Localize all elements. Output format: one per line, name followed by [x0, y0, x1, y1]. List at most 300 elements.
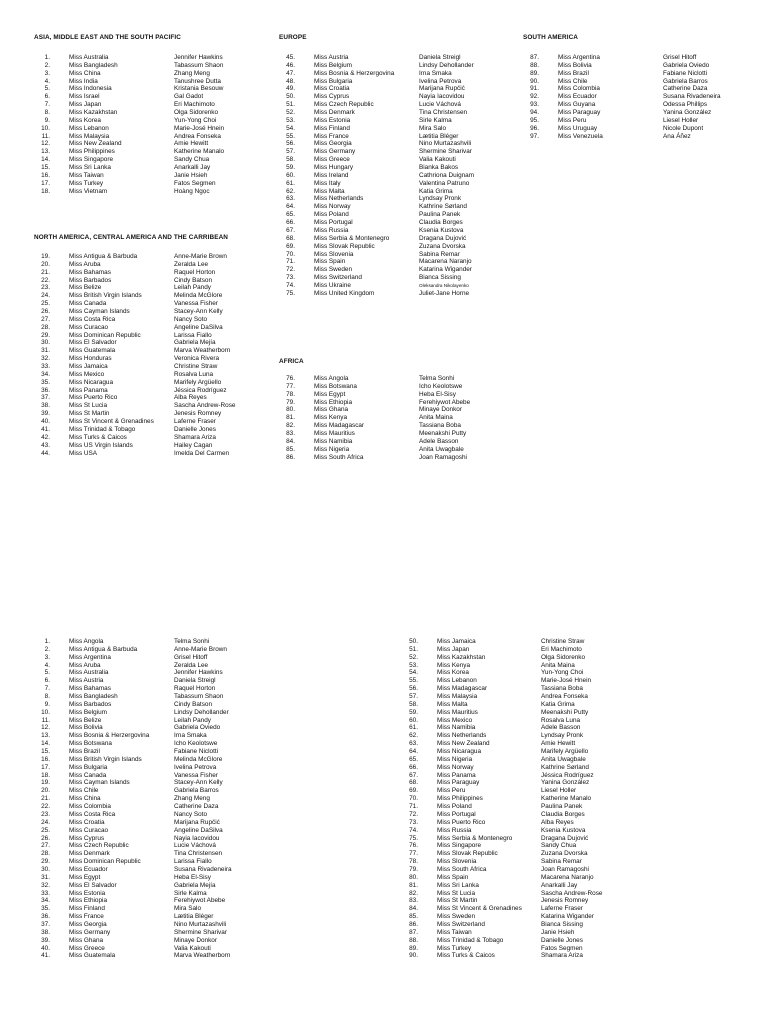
- entry-country: Miss St Martin: [437, 897, 478, 905]
- entry-contestant: Heba El-Sisy: [419, 390, 456, 398]
- entry-number: 89.: [409, 944, 418, 952]
- entry-country: Miss South Africa: [437, 865, 487, 873]
- entry-country: Miss Kenya: [314, 414, 348, 422]
- entry-number: 90.: [409, 952, 418, 960]
- entry-country: Miss Korea: [69, 116, 101, 124]
- entry-country: Miss Kenya: [437, 661, 471, 669]
- entry-contestant: Anne-Marie Brown: [174, 645, 227, 653]
- entry-number: 13.: [41, 148, 50, 156]
- entry-number: 82.: [286, 422, 295, 430]
- entry-contestant: Olga Sidorenko: [174, 109, 219, 117]
- entry-contestant: Hoàng Ngọc: [174, 187, 210, 195]
- entry-contestant: Icho Keolotswe: [174, 740, 218, 748]
- entry-contestant: Lyndsay Pronk: [419, 195, 462, 203]
- entry-number: 41.: [41, 952, 50, 960]
- entry-number: 67.: [409, 771, 418, 779]
- entry-country: Miss Australia: [69, 54, 109, 61]
- entry-number: 95.: [530, 116, 539, 124]
- entry-country: Miss Malta: [314, 187, 345, 195]
- entry-country: Miss Belgium: [314, 61, 352, 69]
- entry-number: 58.: [286, 156, 295, 164]
- entry-number: 50.: [286, 93, 295, 101]
- entry-country: Miss Turkey: [69, 179, 104, 187]
- entry-country: Miss Austria: [69, 677, 104, 685]
- entry-contestant: Lætitia Bléger: [174, 913, 214, 921]
- entry-contestant: Gal Gadot: [174, 93, 204, 101]
- entry-number: 26.: [41, 308, 50, 316]
- entry-contestant: Veronica Rivera: [174, 355, 220, 363]
- entry-country: Miss Estonia: [314, 116, 351, 124]
- entry-country: Miss Panama: [437, 771, 476, 779]
- entry-country: Miss British Virgin Islands: [69, 755, 142, 763]
- entry-contestant: Joan Ramagoshi: [541, 865, 589, 873]
- entry-contestant: Katherine Manalo: [541, 795, 592, 803]
- entry-contestant: Lætitia Bléger: [419, 132, 459, 140]
- entry-country: Miss Taiwan: [69, 171, 104, 179]
- entry-country: Miss US Virgin Islands: [69, 441, 133, 449]
- entry-country: Miss Israel: [69, 93, 100, 101]
- entry-number: 55.: [409, 677, 418, 685]
- entry-country: Miss USA: [69, 449, 98, 457]
- section-heading: EUROPE: [279, 34, 307, 41]
- entry-contestant: Jéssica Rodríguez: [174, 386, 227, 394]
- entry-number: 93.: [530, 101, 539, 109]
- entry-contestant: Zuzana Dvorska: [541, 850, 588, 858]
- entry-country: Miss St Vincent & Grenadines: [69, 418, 154, 426]
- entry-contestant: Zeralda Lee: [174, 661, 209, 669]
- entry-contestant: Kristania Besouw: [174, 85, 224, 93]
- entry-country: Miss Barbados: [69, 700, 112, 708]
- entry-contestant: Laferne Fraser: [174, 418, 216, 426]
- entry-country: Miss Cayman Islands: [69, 779, 130, 787]
- entry-country: Miss Belize: [69, 284, 102, 292]
- entry-country: Miss Cayman Islands: [69, 308, 130, 316]
- entry-country: Miss Denmark: [69, 850, 110, 858]
- entry-contestant: Tina Christensen: [174, 850, 223, 858]
- entry-contestant: Janie Hsieh: [541, 928, 575, 936]
- entry-contestant: Larissa Fiallo: [174, 331, 212, 339]
- entry-contestant: Anita Maina: [419, 414, 453, 422]
- entry-number: 50.: [409, 638, 418, 645]
- entry-contestant: Nancy Soto: [174, 315, 208, 323]
- entry-contestant: Anita Uwagbale: [419, 445, 464, 453]
- entry-contestant: Yanina González: [663, 109, 712, 117]
- entry-country: Miss Serbia & Montenegro: [437, 834, 513, 842]
- entry-number: 57.: [286, 148, 295, 156]
- entry-contestant: Jennifer Hawkins: [174, 669, 223, 677]
- entry-country: Miss Netherlands: [314, 195, 364, 203]
- entry-contestant: Tassiana Boba: [541, 685, 583, 693]
- entry-contestant: Anita Maina: [541, 661, 575, 669]
- entry-number: 62.: [286, 187, 295, 195]
- entry-contestant: Kathrine Sørland: [419, 203, 467, 211]
- entry-number: 80.: [286, 406, 295, 414]
- entry-number: 6.: [44, 677, 50, 685]
- entry-contestant: Tabassum Shaon: [174, 61, 224, 69]
- entry-number: 37.: [41, 920, 50, 928]
- entry-country: Miss Trinidad & Tobago: [69, 425, 136, 433]
- entry-country: Miss Ireland: [314, 171, 349, 179]
- entry-country: Miss Bosnia & Herzergovina: [314, 69, 395, 77]
- entry-country: Miss Czech Republic: [314, 101, 374, 109]
- entry-country: Miss Croatia: [69, 818, 105, 826]
- entry-country: Miss Georgia: [314, 140, 352, 148]
- entry-country: Miss Lebanon: [69, 124, 109, 132]
- entry-country: Miss New Zealand: [69, 140, 122, 148]
- entry-number: 68.: [286, 234, 295, 242]
- entry-contestant: Irna Smaka: [419, 69, 452, 77]
- entry-contestant: Nancy Soto: [174, 810, 208, 818]
- entry-country: Miss Japan: [437, 645, 470, 653]
- entry-contestant: Catherine Daza: [663, 85, 708, 93]
- entry-number: 77.: [409, 850, 418, 858]
- entry-country: Miss Nigeria: [437, 755, 473, 763]
- entry-country: Miss Malaysia: [437, 693, 478, 701]
- entry-country: Miss Cyprus: [69, 834, 105, 842]
- entry-country: Miss Egypt: [69, 873, 101, 881]
- entry-country: Miss Namibia: [437, 724, 476, 732]
- entry-country: Miss Madagascar: [314, 422, 365, 430]
- entry-country: Miss Madagascar: [437, 685, 488, 693]
- entry-country: Miss Spain: [437, 873, 469, 881]
- entry-contestant: Macarena Naranjo: [419, 258, 472, 266]
- entry-number: 52.: [409, 653, 418, 661]
- entry-number: 33.: [41, 363, 50, 371]
- entry-number: 17.: [41, 179, 50, 187]
- entry-number: 36.: [41, 913, 50, 921]
- entry-country: Miss Antigua & Barbuda: [69, 645, 138, 653]
- entry-number: 2.: [44, 61, 50, 69]
- entry-contestant: Jéssica Rodríguez: [541, 771, 594, 779]
- entry-number: 14.: [41, 740, 50, 748]
- entry-contestant: Marijana Rupčić: [419, 85, 465, 93]
- entry-number: 13.: [41, 732, 50, 740]
- entry-country: Miss Dominican Republic: [69, 331, 141, 339]
- entry-contestant: Sascha Andrew-Rose: [541, 889, 603, 897]
- entry-contestant: Anne-Marie Brown: [174, 253, 227, 260]
- entry-contestant: Sirle Kalma: [174, 889, 207, 897]
- entry-contestant: Cathriona Duignam: [419, 171, 475, 179]
- entry-contestant: Shermine Sharivar: [174, 928, 227, 936]
- entry-contestant: Marifely Argüello: [174, 378, 222, 386]
- entry-number: 15.: [41, 164, 50, 172]
- entry-country: Miss Panama: [69, 386, 108, 394]
- entry-number: 88.: [409, 936, 418, 944]
- entry-contestant: Ferehiywot Abebe: [174, 897, 226, 905]
- entry-number: 72.: [409, 810, 418, 818]
- entry-number: 48.: [286, 77, 295, 85]
- entry-country: Miss Mauritius: [314, 430, 355, 438]
- entry-number: 47.: [286, 69, 295, 77]
- entry-contestant: Adele Basson: [541, 724, 581, 732]
- entry-number: 87.: [530, 54, 539, 61]
- entry-country: Miss Norway: [437, 763, 474, 771]
- entry-number: 43.: [41, 441, 50, 449]
- entry-country: Miss France: [314, 132, 349, 140]
- entry-country: Miss Botswana: [69, 740, 112, 748]
- entry-contestant: Gabriela Mejía: [174, 339, 216, 347]
- entry-number: 85.: [286, 445, 295, 453]
- entry-number: 33.: [41, 889, 50, 897]
- entry-contestant: Ana Áñez: [663, 132, 691, 140]
- entry-contestant: Dragana Dujović: [419, 234, 467, 242]
- entry-contestant: Yanina González: [541, 779, 590, 787]
- entry-contestant: Odessa Phillips: [663, 101, 708, 109]
- entry-contestant: Oleksandra Nikolayenko: [419, 282, 469, 288]
- entry-contestant: Claudia Borges: [419, 219, 463, 227]
- entry-number: 54.: [409, 669, 418, 677]
- entry-number: 75.: [286, 289, 295, 297]
- entry-number: 38.: [41, 928, 50, 936]
- entry-country: Miss Spain: [314, 258, 346, 266]
- entry-contestant: Katarina Wigander: [419, 266, 472, 274]
- entry-contestant: Catherine Daza: [174, 803, 219, 811]
- entry-country: Miss Russia: [437, 826, 472, 834]
- entry-contestant: Fabiane Niclotti: [174, 748, 219, 756]
- entry-contestant: Christine Straw: [541, 638, 585, 645]
- entry-number: 1.: [44, 638, 50, 645]
- entry-number: 54.: [286, 124, 295, 132]
- entry-number: 76.: [286, 375, 295, 382]
- entry-contestant: Fatos Segmen: [174, 179, 216, 187]
- entry-country: Miss Nicaragua: [69, 378, 114, 386]
- entry-number: 84.: [409, 905, 418, 913]
- entry-number: 56.: [286, 140, 295, 148]
- entry-contestant: Adele Basson: [419, 437, 459, 445]
- entry-country: Miss Kazakhstan: [69, 109, 118, 117]
- entry-contestant: Valentina Patruno: [419, 179, 470, 187]
- entry-number: 60.: [409, 716, 418, 724]
- entry-country: Miss Antigua & Barbuda: [69, 253, 138, 260]
- entry-country: Miss El Salvador: [69, 881, 117, 889]
- entry-number: 5.: [44, 85, 50, 93]
- entry-number: 25.: [41, 300, 50, 308]
- entry-country: Miss Ghana: [314, 406, 349, 414]
- entry-number: 5.: [44, 669, 50, 677]
- entry-number: 97.: [530, 132, 539, 140]
- entry-number: 67.: [286, 226, 295, 234]
- section-heading: NORTH AMERICA, CENTRAL AMERICA AND THE CARRIBEAN: [34, 234, 229, 241]
- entry-country: Miss Costa Rica: [69, 810, 116, 818]
- entry-country: Miss Netherlands: [437, 732, 487, 740]
- entry-contestant: Stacey-Ann Kelly: [174, 308, 223, 316]
- entry-contestant: Daniela Streigl: [174, 677, 216, 685]
- entry-contestant: Alba Reyes: [174, 394, 207, 402]
- entry-contestant: Cindy Batson: [174, 700, 213, 708]
- entry-contestant: Shermine Sharivar: [419, 148, 472, 156]
- entry-number: 6.: [44, 93, 50, 101]
- entry-contestant: Marijana Rupčić: [174, 818, 220, 826]
- entry-country: Miss Slovenia: [437, 858, 477, 866]
- entry-country: Miss Curacao: [69, 323, 109, 331]
- entry-number: 18.: [41, 187, 50, 195]
- entry-number: 76.: [409, 842, 418, 850]
- entry-country: Miss Bangladesh: [69, 693, 118, 701]
- entry-country: Miss Turkey: [437, 944, 472, 952]
- entry-country: Miss Poland: [437, 803, 472, 811]
- entry-number: 81.: [286, 414, 295, 422]
- entry-number: 44.: [41, 449, 50, 457]
- entry-country: Miss Portugal: [314, 219, 353, 227]
- entry-number: 2.: [44, 645, 50, 653]
- entry-number: 9.: [44, 116, 50, 124]
- entry-number: 22.: [41, 803, 50, 811]
- entry-number: 60.: [286, 171, 295, 179]
- entry-number: 45.: [286, 54, 295, 61]
- entry-number: 12.: [41, 140, 50, 148]
- entry-country: Miss Canada: [69, 771, 107, 779]
- entry-country: Miss Ghana: [69, 936, 104, 944]
- entry-country: Miss Belize: [69, 716, 102, 724]
- entry-number: 30.: [41, 339, 50, 347]
- entry-contestant: Angeline DaSilva: [174, 323, 223, 331]
- entry-contestant: Liesel Holler: [663, 116, 699, 124]
- entry-number: 25.: [41, 826, 50, 834]
- entry-contestant: Yun-Yong Choi: [541, 669, 584, 677]
- entry-country: Miss Indonesia: [69, 85, 112, 93]
- entry-contestant: Raquel Horton: [174, 268, 216, 276]
- entry-country: Miss Paraguay: [558, 109, 601, 117]
- entry-number: 83.: [409, 897, 418, 905]
- entry-country: Miss Mauritius: [437, 708, 478, 716]
- entry-country: Miss Taiwan: [437, 928, 472, 936]
- entry-number: 24.: [41, 818, 50, 826]
- entry-number: 88.: [530, 61, 539, 69]
- entry-country: Miss Switzerland: [314, 274, 362, 282]
- entry-number: 94.: [530, 109, 539, 117]
- entry-country: Miss Ethiopia: [314, 398, 353, 406]
- entry-country: Miss Guyana: [558, 101, 596, 109]
- entry-number: 61.: [286, 179, 295, 187]
- entry-contestant: Gabriela Barros: [174, 787, 219, 795]
- entry-country: Miss Jamaica: [69, 363, 108, 371]
- section-heading: ASIA, MIDDLE EAST AND THE SOUTH PACIFIC: [34, 34, 181, 41]
- entry-number: 59.: [286, 164, 295, 172]
- entry-number: 77.: [286, 382, 295, 390]
- entry-country: Miss Finland: [314, 124, 350, 132]
- entry-number: 4.: [44, 77, 50, 85]
- entry-contestant: Ivelina Petrova: [419, 77, 462, 85]
- entry-country: Miss Canada: [69, 300, 107, 308]
- entry-contestant: Anarkalli Jay: [541, 881, 578, 889]
- entry-country: Miss Switzerland: [437, 920, 485, 928]
- entry-contestant: Shamara Ariza: [541, 952, 583, 960]
- entry-number: 79.: [409, 865, 418, 873]
- entry-number: 40.: [41, 418, 50, 426]
- entry-contestant: Meenakshi Putty: [419, 430, 467, 438]
- entry-number: 11.: [41, 716, 50, 724]
- entry-contestant: Andrea Fonseka: [541, 693, 588, 701]
- entry-contestant: Jenesis Romney: [541, 897, 589, 905]
- entry-country: Miss Malta: [437, 700, 468, 708]
- entry-number: 22.: [41, 276, 50, 284]
- entry-number: 16.: [41, 171, 50, 179]
- entry-contestant: Leilah Pandy: [174, 284, 211, 292]
- entry-number: 63.: [409, 740, 418, 748]
- entry-country: Miss El Salvador: [69, 339, 117, 347]
- entry-number: 11.: [41, 132, 50, 140]
- entry-contestant: Eri Machimoto: [174, 101, 215, 109]
- entry-country: Miss Bulgaria: [69, 763, 108, 771]
- entry-contestant: Ksenia Kustova: [541, 826, 586, 834]
- entry-country: Miss Turks & Caicos: [437, 952, 495, 960]
- entry-contestant: Susana Rivadeneira: [174, 865, 232, 873]
- entry-number: 9.: [44, 700, 50, 708]
- entry-contestant: Melinda McGlore: [174, 292, 223, 300]
- entry-contestant: Telma Sonhi: [174, 638, 210, 645]
- entry-contestant: Daniela Streigl: [419, 54, 461, 61]
- entry-number: 81.: [409, 881, 418, 889]
- entry-contestant: Grisel Hitoff: [663, 54, 697, 61]
- entry-contestant: Hailey Cagan: [174, 441, 213, 449]
- entry-number: 69.: [409, 787, 418, 795]
- entry-number: 21.: [41, 268, 50, 276]
- entry-country: Miss Brazil: [558, 69, 589, 77]
- entry-contestant: Sandy Chua: [174, 156, 210, 164]
- entry-contestant: Alba Reyes: [541, 818, 574, 826]
- entry-country: Miss Argentina: [558, 54, 600, 61]
- entry-contestant: Marva Weatherborn: [174, 347, 231, 355]
- entry-country: Miss Namibia: [314, 437, 353, 445]
- entry-country: Miss Turks & Caicos: [69, 433, 127, 441]
- entry-country: Miss Puerto Rico: [437, 818, 486, 826]
- entry-number: 35.: [41, 378, 50, 386]
- entry-country: Miss China: [69, 69, 101, 77]
- entry-country: Miss Aruba: [69, 661, 101, 669]
- entry-number: 42.: [41, 433, 50, 441]
- entry-number: 7.: [44, 101, 50, 109]
- entry-number: 66.: [286, 219, 295, 227]
- entry-country: Miss Costa Rica: [69, 315, 116, 323]
- entry-number: 63.: [286, 195, 295, 203]
- entry-country: Miss Ethiopia: [69, 897, 108, 905]
- entry-number: 72.: [286, 266, 295, 274]
- entry-contestant: Imelda Del Carmen: [174, 449, 230, 457]
- entry-country: Miss Colombia: [69, 803, 111, 811]
- entry-country: Miss India: [69, 77, 98, 85]
- entry-contestant: Leilah Pandy: [174, 716, 211, 724]
- entry-number: 19.: [41, 253, 50, 260]
- entry-number: 86.: [286, 453, 295, 461]
- entry-country: Miss Croatia: [314, 85, 350, 93]
- entry-country: Miss Bangladesh: [69, 61, 118, 69]
- entry-contestant: Nicole Dupont: [663, 124, 704, 132]
- entry-number: 51.: [286, 101, 295, 109]
- entry-contestant: Sabina Remar: [419, 250, 460, 258]
- entry-country: Miss Brazil: [69, 748, 100, 756]
- entry-number: 78.: [286, 390, 295, 398]
- entry-contestant: Joan Ramagoshi: [419, 453, 467, 461]
- entry-number: 61.: [409, 724, 418, 732]
- entry-country: Miss Mexico: [437, 716, 473, 724]
- entry-contestant: Juliet-Jane Horne: [419, 289, 470, 297]
- entry-country: Miss Bolivia: [69, 724, 103, 732]
- entry-number: 28.: [41, 323, 50, 331]
- entry-country: Miss Nigeria: [314, 445, 350, 453]
- entry-number: 17.: [41, 763, 50, 771]
- entry-country: Miss Sri Lanka: [437, 881, 479, 889]
- entry-contestant: Claudia Borges: [541, 810, 585, 818]
- entry-contestant: Valia Kakouti: [174, 944, 211, 952]
- entry-number: 65.: [409, 755, 418, 763]
- entry-country: Miss France: [69, 913, 104, 921]
- entry-contestant: Olga Sidorenko: [541, 653, 586, 661]
- entry-contestant: Danielle Jones: [541, 936, 583, 944]
- entry-country: Miss Finland: [69, 905, 105, 913]
- entry-country: Miss Korea: [437, 669, 469, 677]
- entry-contestant: Kathrine Sørland: [541, 763, 589, 771]
- entry-contestant: Anarkalli Jay: [174, 164, 211, 172]
